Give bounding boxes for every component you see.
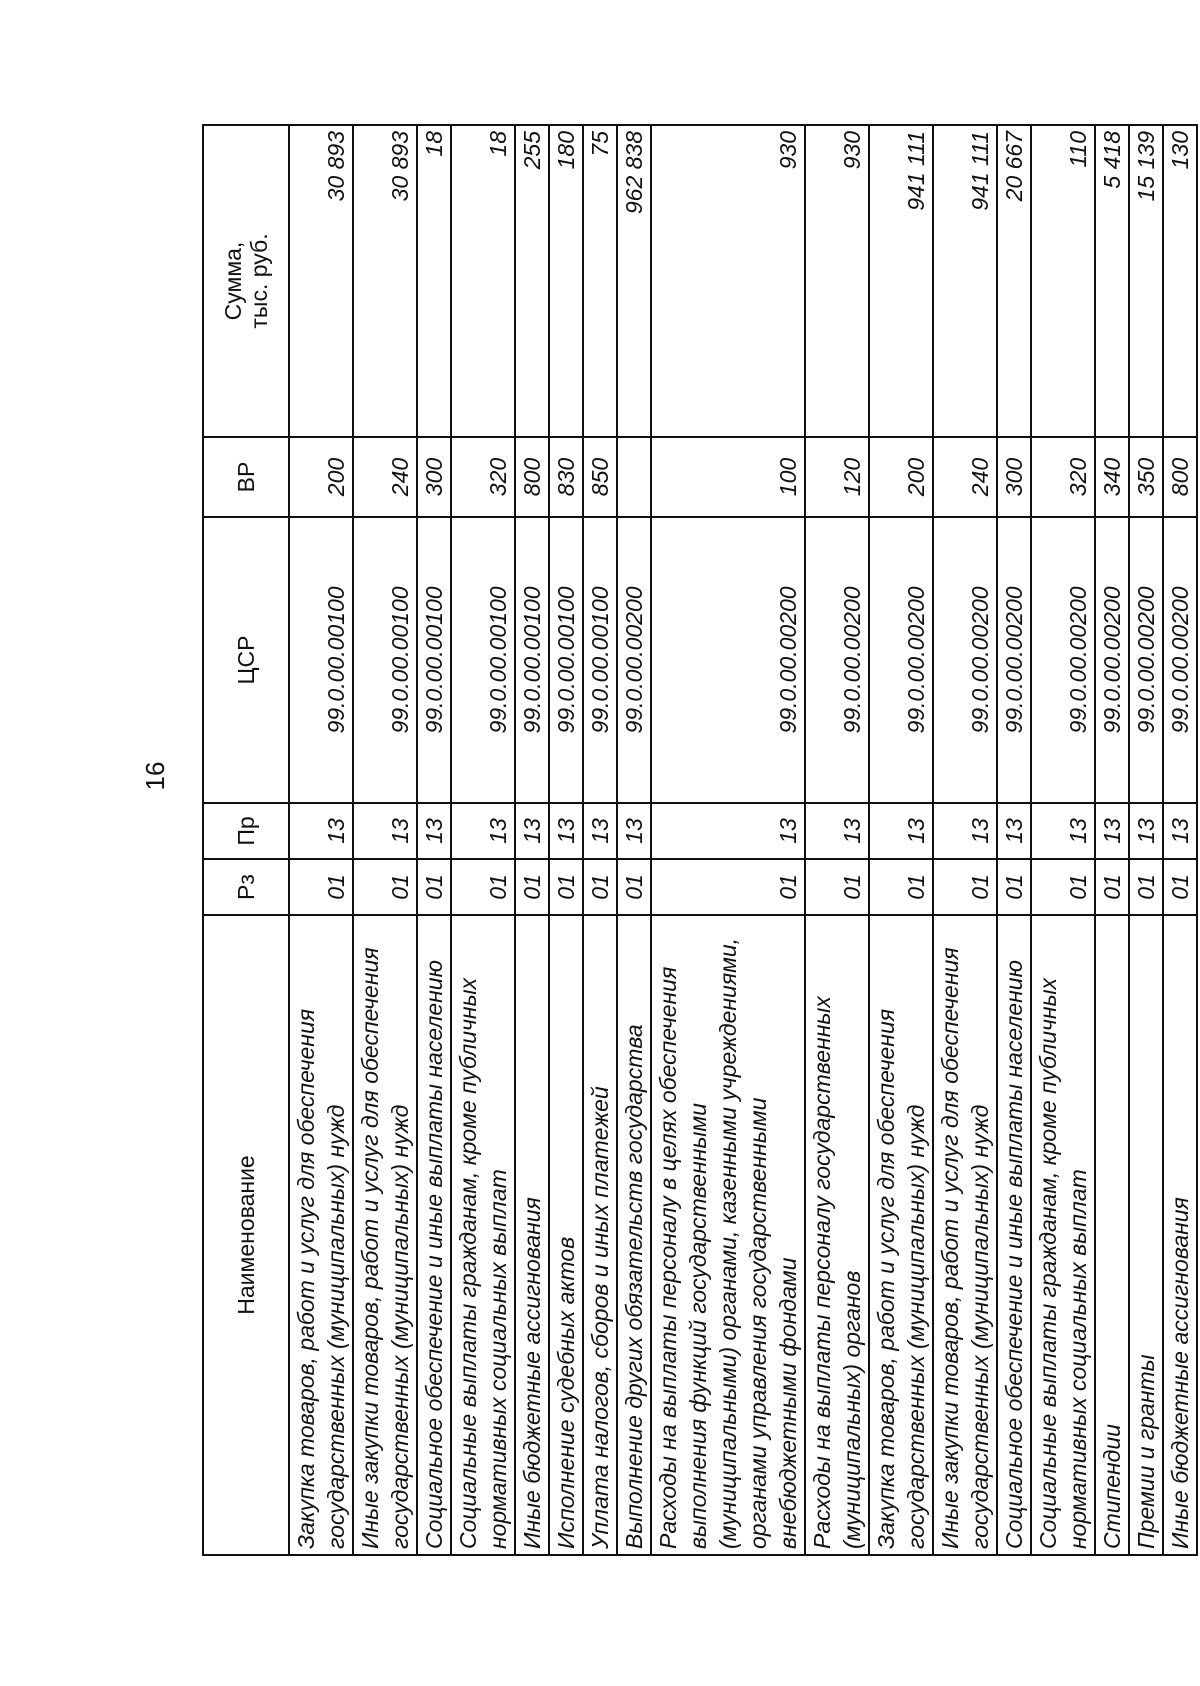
cell-csr: 99.0.00.00100 [583,517,617,803]
cell-sum: 75 [583,125,617,437]
cell-rz: 01 [353,859,417,915]
cell-vr: 240 [933,437,997,517]
cell-rz: 01 [1031,859,1095,915]
header-rz: Рз [203,859,289,915]
cell-pr: 13 [805,803,869,859]
cell-vr: 300 [997,437,1031,517]
cell-csr: 99.0.00.00200 [1095,517,1129,803]
cell-pr: 13 [617,803,651,859]
cell-name: Иные бюджетные ассигнования [1163,915,1197,1555]
cell-pr: 13 [353,803,417,859]
table-row [617,125,651,1555]
cell-vr: 340 [1095,437,1129,517]
cell-csr: 99.0.00.00200 [997,517,1031,803]
cell-rz: 01 [617,859,651,915]
cell-csr: 99.0.00.00200 [1129,517,1163,803]
cell-pr: 13 [869,803,933,859]
table-row [1031,125,1095,1555]
cell-pr: 13 [1129,803,1163,859]
cell-vr: 800 [515,437,549,517]
cell-pr: 13 [289,803,353,859]
cell-rz: 01 [451,859,515,915]
cell-rz: 01 [289,859,353,915]
cell-sum: 15 139 [1129,125,1163,437]
cell-rz: 01 [1163,859,1197,915]
table-row [869,125,933,1555]
cell-pr: 13 [1163,803,1197,859]
cell-csr: 99.0.00.00100 [417,517,451,803]
table-row [417,125,451,1555]
cell-vr: 320 [451,437,515,517]
cell-pr: 13 [451,803,515,859]
budget-table [202,124,1198,1556]
cell-sum: 941 111 [869,125,933,437]
table-row [1129,125,1163,1555]
cell-csr: 99.0.00.00200 [933,517,997,803]
cell-name: Иные закупки товаров, работ и услуг для обеспечения государственных (муниципальных) нужд [933,915,997,1555]
cell-name: Уплата налогов, сборов и иных платежей [583,915,617,1555]
header-sum-line2: тыс. руб. [246,233,272,329]
cell-name: Расходы на выплаты персоналу в целях обеспечения выполнения функций государственными (муниципальными) органами, казенными учреждениями, органами управления государственными внебюджетными фондами [651,915,805,1555]
page-number: 16 [140,761,170,791]
cell-csr: 99.0.00.00200 [1163,517,1197,803]
cell-sum: 941 111 [933,125,997,437]
cell-rz: 01 [997,859,1031,915]
table-row [997,125,1031,1555]
cell-vr: 100 [651,437,805,517]
cell-sum: 130 [1163,125,1197,437]
cell-sum: 930 [651,125,805,437]
table-row [515,125,549,1555]
cell-pr: 13 [1095,803,1129,859]
cell-rz: 01 [515,859,549,915]
cell-name: Премии и гранты [1129,915,1163,1555]
cell-pr: 13 [549,803,583,859]
cell-name: Стипендии [1095,915,1129,1555]
table-body [289,125,1197,1555]
cell-name: Иные бюджетные ассигнования [515,915,549,1555]
cell-sum: 255 [515,125,549,437]
cell-sum: 110 [1031,125,1095,437]
cell-csr: 99.0.00.00200 [869,517,933,803]
cell-name: Социальное обеспечение и иные выплаты населению [997,915,1031,1555]
cell-pr: 13 [651,803,805,859]
cell-vr [617,437,651,517]
cell-rz: 01 [1095,859,1129,915]
cell-csr: 99.0.00.00100 [549,517,583,803]
cell-name: Исполнение судебных актов [549,915,583,1555]
cell-sum: 962 838 [617,125,651,437]
header-csr: ЦСР [203,517,289,803]
cell-sum: 30 893 [289,125,353,437]
cell-name: Выполнение других обязательств государства [617,915,651,1555]
cell-sum: 30 893 [353,125,417,437]
cell-name: Закупка товаров, работ и услуг для обеспечения государственных (муниципальных) нужд [289,915,353,1555]
cell-pr: 13 [515,803,549,859]
cell-sum: 18 [417,125,451,437]
table-row [805,125,869,1555]
cell-csr: 99.0.00.00200 [651,517,805,803]
rotated-document-sheet [140,126,1193,1556]
cell-pr: 13 [933,803,997,859]
cell-csr: 99.0.00.00200 [617,517,651,803]
cell-sum: 180 [549,125,583,437]
cell-rz: 01 [933,859,997,915]
cell-csr: 99.0.00.00200 [805,517,869,803]
cell-sum: 20 667 [997,125,1031,437]
cell-rz: 01 [869,859,933,915]
cell-vr: 830 [549,437,583,517]
cell-name: Иные закупки товаров, работ и услуг для обеспечения государственных (муниципальных) нужд [353,915,417,1555]
table-row [933,125,997,1555]
table-header-row [203,125,289,1555]
table-row [1163,125,1197,1555]
table-row [651,125,805,1555]
cell-pr: 13 [997,803,1031,859]
cell-vr: 120 [805,437,869,517]
header-sum-line1: Сумма, [220,241,246,321]
cell-sum: 5 418 [1095,125,1129,437]
cell-vr: 200 [869,437,933,517]
cell-vr: 200 [289,437,353,517]
cell-rz: 01 [417,859,451,915]
cell-rz: 01 [651,859,805,915]
cell-rz: 01 [583,859,617,915]
header-sum [203,125,289,437]
cell-pr: 13 [1031,803,1095,859]
cell-name: Социальные выплаты гражданам, кроме публичных нормативных социальных выплат [451,915,515,1555]
cell-csr: 99.0.00.00100 [451,517,515,803]
cell-csr: 99.0.00.00100 [515,517,549,803]
cell-name: Социальные выплаты гражданам, кроме публичных нормативных социальных выплат [1031,915,1095,1555]
cell-pr: 13 [417,803,451,859]
table-row [353,125,417,1555]
cell-sum: 930 [805,125,869,437]
header-pr: Пр [203,803,289,859]
cell-csr: 99.0.00.00100 [289,517,353,803]
table-row [1095,125,1129,1555]
cell-vr: 300 [417,437,451,517]
cell-rz: 01 [1129,859,1163,915]
cell-name: Расходы на выплаты персоналу государственных (муниципальных) органов [805,915,869,1555]
header-vr: ВР [203,437,289,517]
cell-sum: 18 [451,125,515,437]
cell-vr: 850 [583,437,617,517]
header-name: Наименование [203,915,289,1555]
cell-vr: 240 [353,437,417,517]
cell-name: Закупка товаров, работ и услуг для обеспечения государственных (муниципальных) нужд [869,915,933,1555]
cell-vr: 800 [1163,437,1197,517]
cell-vr: 350 [1129,437,1163,517]
table-row [289,125,353,1555]
table-row [451,125,515,1555]
cell-rz: 01 [549,859,583,915]
cell-vr: 320 [1031,437,1095,517]
cell-name: Социальное обеспечение и иные выплаты населению [417,915,451,1555]
cell-pr: 13 [583,803,617,859]
table-row [549,125,583,1555]
cell-rz: 01 [805,859,869,915]
cell-csr: 99.0.00.00200 [1031,517,1095,803]
table-row [583,125,617,1555]
cell-csr: 99.0.00.00100 [353,517,417,803]
